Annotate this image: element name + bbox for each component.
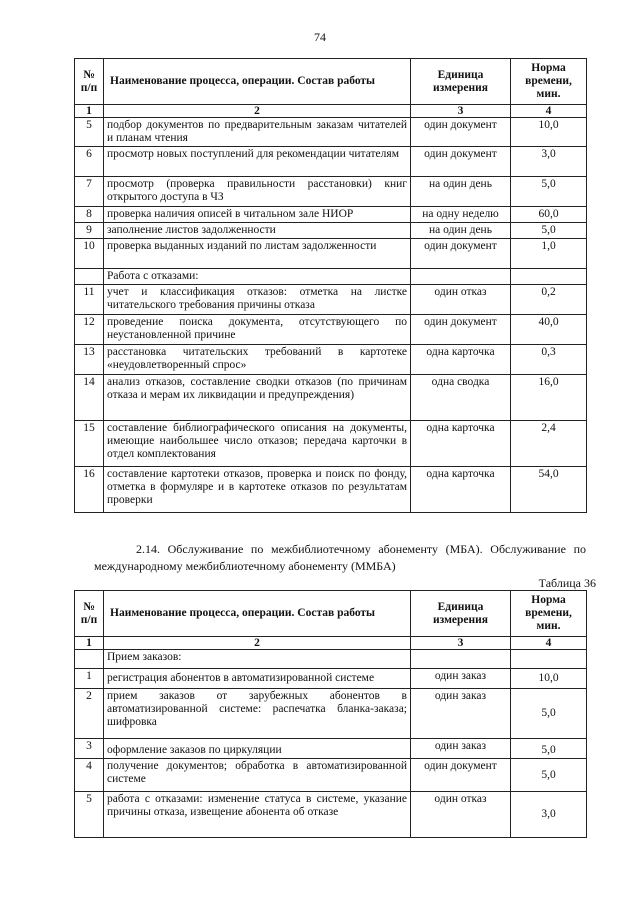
row-unit: одна карточка: [411, 467, 511, 513]
row-num: 3: [75, 739, 104, 759]
row-norm: [511, 650, 587, 669]
row-num: 5: [75, 792, 104, 838]
row-unit: один документ: [411, 118, 511, 147]
row-norm: 3,0: [511, 792, 587, 838]
row-unit: на один день: [411, 223, 511, 239]
table-row: [75, 269, 587, 285]
row-num: 12: [75, 315, 104, 345]
row-norm: 54,0: [511, 467, 587, 513]
row-unit: одна сводка: [411, 375, 511, 421]
row-text: получение документов; обработка в автоматизированной системе: [104, 759, 411, 792]
row-unit: один отказ: [411, 792, 511, 838]
row-norm: 1,0: [511, 239, 587, 269]
row-text: заполнение листов задолженности: [104, 223, 411, 239]
header-num: № п/п: [75, 591, 104, 637]
table-row: [75, 147, 587, 177]
table-row: [75, 650, 587, 669]
row-norm: 0,2: [511, 285, 587, 315]
col-number: 1: [75, 637, 104, 650]
norms-table-1: [74, 58, 587, 513]
row-unit: один документ: [411, 315, 511, 345]
row-text: подбор документов по предварительным заказам читателей и планам чтения: [104, 118, 411, 147]
table-row: [75, 467, 587, 513]
row-unit: один документ: [411, 759, 511, 792]
col-number: 1: [75, 105, 104, 118]
row-unit: один заказ: [411, 669, 511, 689]
table-row: [75, 223, 587, 239]
header-norm: Норма времени, мин.: [511, 591, 587, 637]
row-norm: 5,0: [511, 223, 587, 239]
row-text: анализ отказов, составление сводки отказов (по причинам отказа и мерам их ликвидации и предупреждения): [104, 375, 411, 421]
row-num: 15: [75, 421, 104, 467]
row-num: 6: [75, 147, 104, 177]
table-row: [75, 118, 587, 147]
section-heading: 2.14. Обслуживание по межбиблиотечному абонементу (МБА). Обслуживание по международному межбиблиотечному абонементу (ММБА): [94, 542, 586, 573]
row-norm: 0,3: [511, 345, 587, 375]
row-num: 13: [75, 345, 104, 375]
page-number: 74: [314, 30, 326, 44]
row-num: 16: [75, 467, 104, 513]
header-unit: Единица измерения: [411, 59, 511, 105]
header-num: № п/п: [75, 59, 104, 105]
row-unit: [411, 269, 511, 285]
row-unit: одна карточка: [411, 421, 511, 467]
row-unit: один заказ: [411, 739, 511, 759]
row-norm: 5,0: [511, 689, 587, 739]
col-number: 4: [511, 105, 587, 118]
row-text: составление картотеки отказов, проверка и поиск по фонду, отметка в формуляре и в картотеке отказов по результатам проверки: [104, 467, 411, 513]
row-text: прием заказов от зарубежных абонентов в автоматизированной системе: распечатка бланка-заказа; шифровка: [104, 689, 411, 739]
row-norm: 2,4: [511, 421, 587, 467]
row-norm: 5,0: [511, 177, 587, 207]
column-numbers-row: [75, 105, 587, 118]
col-number: 2: [104, 105, 411, 118]
row-num: 1: [75, 669, 104, 689]
row-unit: [411, 650, 511, 669]
table-row: [75, 177, 587, 207]
row-num: 8: [75, 207, 104, 223]
header-process: Наименование процесса, операции. Состав работы: [104, 591, 411, 637]
table-row: [75, 285, 587, 315]
row-unit: один отказ: [411, 285, 511, 315]
table-row: [75, 689, 587, 739]
header-norm: Норма времени, мин.: [511, 59, 587, 105]
row-norm: 5,0: [511, 759, 587, 792]
row-text: расстановка читательских требований в картотеке «неудовлетворенный спрос»: [104, 345, 411, 375]
row-unit: на один день: [411, 177, 511, 207]
row-text: учет и классификация отказов: отметка на листке читательского требования причины отказа: [104, 285, 411, 315]
row-num: 9: [75, 223, 104, 239]
col-number: 3: [411, 105, 511, 118]
table-row: [75, 759, 587, 792]
row-norm: 5,0: [511, 739, 587, 759]
table-row: [75, 375, 587, 421]
row-num: 4: [75, 759, 104, 792]
table-row: [75, 792, 587, 838]
row-num: [75, 269, 104, 285]
row-text: Работа с отказами:: [104, 269, 411, 285]
col-number: 4: [511, 637, 587, 650]
table-row: [75, 315, 587, 345]
row-norm: [511, 269, 587, 285]
col-number: 2: [104, 637, 411, 650]
row-norm: 60,0: [511, 207, 587, 223]
row-num: 5: [75, 118, 104, 147]
row-norm: 40,0: [511, 315, 587, 345]
row-num: 11: [75, 285, 104, 315]
table-caption: Таблица 36: [538, 576, 596, 590]
header-unit: Единица измерения: [411, 591, 511, 637]
row-text: Прием заказов:: [104, 650, 411, 669]
row-num: [75, 650, 104, 669]
row-norm: 3,0: [511, 147, 587, 177]
table-row: [75, 421, 587, 467]
table-row: [75, 239, 587, 269]
norms-table-2: [74, 590, 587, 838]
row-text: оформление заказов по циркуляции: [104, 739, 411, 759]
table-row: [75, 739, 587, 759]
row-unit: один заказ: [411, 689, 511, 739]
row-norm: 10,0: [511, 669, 587, 689]
row-text: проверка выданных изданий по листам задолженности: [104, 239, 411, 269]
row-unit: один документ: [411, 239, 511, 269]
row-text: проведение поиска документа, отсутствующего по неустановленной причине: [104, 315, 411, 345]
row-num: 2: [75, 689, 104, 739]
table-row: [75, 669, 587, 689]
row-text: регистрация абонентов в автоматизированной системе: [104, 669, 411, 689]
row-num: 10: [75, 239, 104, 269]
row-num: 14: [75, 375, 104, 421]
row-unit: одна карточка: [411, 345, 511, 375]
row-num: 7: [75, 177, 104, 207]
col-number: 3: [411, 637, 511, 650]
row-norm: 16,0: [511, 375, 587, 421]
row-text: просмотр новых поступлений для рекомендации читателям: [104, 147, 411, 177]
header-process: Наименование процесса, операции. Состав работы: [104, 59, 411, 105]
row-unit: один документ: [411, 147, 511, 177]
table-row: [75, 345, 587, 375]
row-text: просмотр (проверка правильности расстановки) книг открытого доступа в ЧЗ: [104, 177, 411, 207]
column-numbers-row: [75, 637, 587, 650]
row-text: составление библиографического описания на документы, имеющие наибольшее число отказов; передача карточки в отдел комплектования: [104, 421, 411, 467]
row-norm: 10,0: [511, 118, 587, 147]
row-unit: на одну неделю: [411, 207, 511, 223]
table-row: [75, 207, 587, 223]
row-text: работа с отказами: изменение статуса в системе, указание причины отказа, извещение абонента об отказе: [104, 792, 411, 838]
row-text: проверка наличия описей в читальном зале НИОР: [104, 207, 411, 223]
